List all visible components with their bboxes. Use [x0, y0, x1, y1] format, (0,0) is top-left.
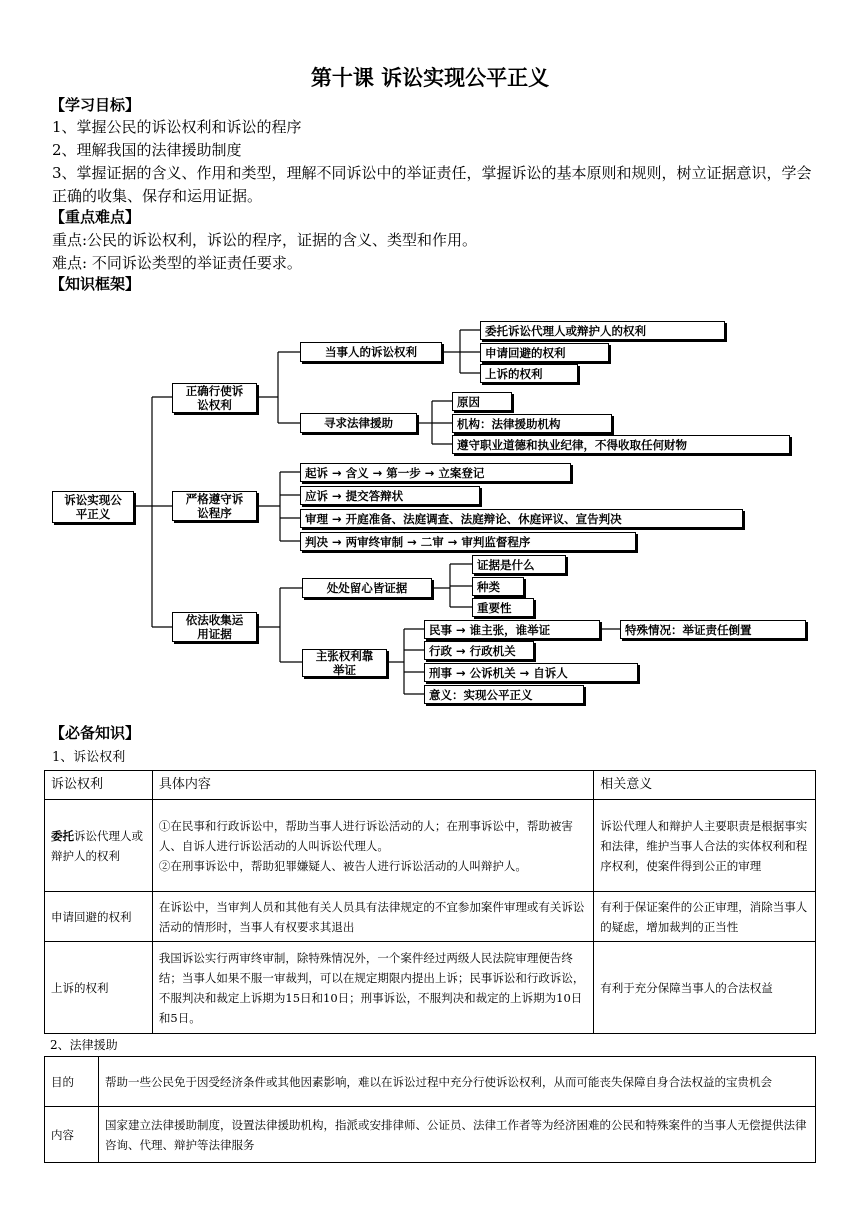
column-header: 具体内容 [152, 771, 593, 800]
node-label: 依法收集运用证据 [185, 613, 244, 641]
node-burden-of-proof [302, 649, 387, 677]
item-entrust-agent: 委托诉讼代理人或辩护人的权利 [480, 321, 725, 340]
right-name-rest: 诉讼代理人或辩护人的权利 [51, 828, 143, 863]
procedure-filing: 起诉 → 含义 → 第一步 → 立案登记 [300, 463, 571, 482]
knowledge-heading: 【必备知识】 [50, 724, 141, 742]
table-header-row [45, 771, 816, 800]
evidence-types: 种类 [472, 577, 524, 596]
objectives-heading: 【学习目标】 [50, 96, 141, 114]
node-exercise-rights [172, 383, 257, 413]
objective-item: 3、掌握证据的含义、作用和类型，理解不同诉讼中的举证责任，掌握诉讼的基本原则和规则，树立证据意识，学会正确的收集、保存和运用证据。 [52, 164, 812, 205]
procedure-trial: 审理 → 开庭准备、法庭调查、法庭辩论、休庭评议、宣告判决 [300, 509, 743, 528]
right-meaning: 有利于充分保障当事人的合法权益 [594, 942, 816, 1034]
right-name: 上诉的权利 [45, 942, 153, 1034]
node-legal-aid: 寻求法律援助 [300, 413, 417, 433]
right-name-bold: 委托 [51, 828, 74, 843]
framework-root [52, 491, 134, 523]
section-litigation-rights: 1、诉讼权利 [52, 750, 126, 765]
page-title: 第十课 诉讼实现公平正义 [310, 66, 550, 90]
item-institution: 机构：法律援助机构 [452, 414, 612, 433]
burden-administrative: 行政 → 行政机关 [424, 641, 534, 660]
right-content: 我国诉讼实行两审终审制，除特殊情况外，一个案件经过两级人民法院审理便告终结；当事人如果不服一审裁判，可以在规定期限内提出上诉；民事诉讼和行政诉讼，不服判决和裁定上诉期为15日和10日；刑事诉讼，不服判决和裁定的上诉期为10日和5日。 [152, 942, 593, 1034]
evidence-importance: 重要性 [472, 598, 534, 617]
column-header: 诉讼权利 [45, 771, 153, 800]
aid-text: 帮助一些公民免于因受经济条件或其他因素影响，难以在诉讼过程中充分行使诉讼权利，从而可能丧失保障自身合法权益的宝贵机会 [98, 1057, 815, 1107]
focus-text: 重点:公民的诉讼权利，诉讼的程序，证据的含义、类型和作用。 [52, 231, 478, 249]
burden-special-case: 特殊情况：举证责任倒置 [620, 620, 806, 639]
aid-label: 内容 [45, 1107, 99, 1163]
framework-heading: 【知识框架】 [50, 275, 141, 293]
section-legal-aid: 2、法律援助 [50, 1038, 118, 1052]
framework-root-label: 诉讼实现公平正义 [64, 493, 122, 521]
right-content: ①在民事和行政诉讼中，帮助当事人进行诉讼活动的人；在刑事诉讼中，帮助被害人、自诉人进行诉讼活动的人叫诉讼代理人。 ②在刑事诉讼中，帮助犯罪嫌疑人、被告人进行诉讼活动的人叫辩护人。 [152, 800, 593, 892]
burden-significance: 意义：实现公平正义 [424, 685, 584, 704]
column-header: 相关意义 [594, 771, 816, 800]
legal-aid-table [44, 1056, 816, 1163]
procedure-response: 应诉 → 提交答辩状 [300, 486, 480, 505]
table-row [45, 1107, 816, 1163]
right-meaning: 有利于保证案件的公正审理，消除当事人的疑虑，增加裁判的正当性 [594, 892, 816, 942]
aid-text: 国家建立法律援助制度，设置法律援助机构，指派或安排律师、公证员、法律工作者等为经济困难的公民和特殊案件的当事人无偿提供法律咨询、代理、辩护等法律服务 [98, 1107, 815, 1163]
table-row [45, 800, 816, 892]
litigation-rights-table [44, 770, 816, 1034]
item-appeal: 上诉的权利 [480, 364, 578, 383]
table-row [45, 1057, 816, 1107]
item-reason: 原因 [452, 392, 512, 411]
node-observe-procedure [172, 491, 257, 521]
node-label: 正确行使诉讼权利 [185, 384, 244, 412]
node-label: 主张权利靠举证 [315, 649, 374, 677]
node-party-rights: 当事人的诉讼权利 [300, 342, 442, 362]
node-collect-evidence [172, 612, 257, 642]
objective-item: 1、掌握公民的诉讼权利和诉讼的程序 [52, 118, 302, 136]
right-name [45, 800, 153, 892]
aid-label: 目的 [45, 1057, 99, 1107]
difficulty-text: 难点: 不同诉讼类型的举证责任要求。 [52, 254, 302, 272]
objective-item: 2、理解我国的法律援助制度 [52, 141, 242, 159]
item-ethics: 遵守职业道德和执业纪律，不得收取任何财物 [452, 435, 790, 454]
evidence-what: 证据是什么 [472, 555, 566, 574]
right-meaning: 诉讼代理人和辩护人主要职责是根据事实和法律，维护当事人合法的实体权利和程序权利，使案件得到公正的审理 [594, 800, 816, 892]
table-row [45, 942, 816, 1034]
burden-criminal: 刑事 → 公诉机关 → 自诉人 [424, 663, 638, 682]
key-points-heading: 【重点难点】 [50, 208, 141, 226]
right-name: 申请回避的权利 [45, 892, 153, 942]
node-evidence-everywhere: 处处留心皆证据 [302, 578, 432, 598]
node-label: 严格遵守诉讼程序 [185, 492, 244, 520]
item-apply-recusal: 申请回避的权利 [480, 343, 609, 362]
burden-civil: 民事 → 谁主张，谁举证 [424, 620, 600, 639]
table-row [45, 892, 816, 942]
procedure-judgment: 判决 → 两审终审制 → 二审 → 审判监督程序 [300, 532, 636, 551]
right-content: 在诉讼中，当审判人员和其他有关人员具有法律规定的不宜参加案件审理或有关诉讼活动的情形时，当事人有权要求其退出 [152, 892, 593, 942]
